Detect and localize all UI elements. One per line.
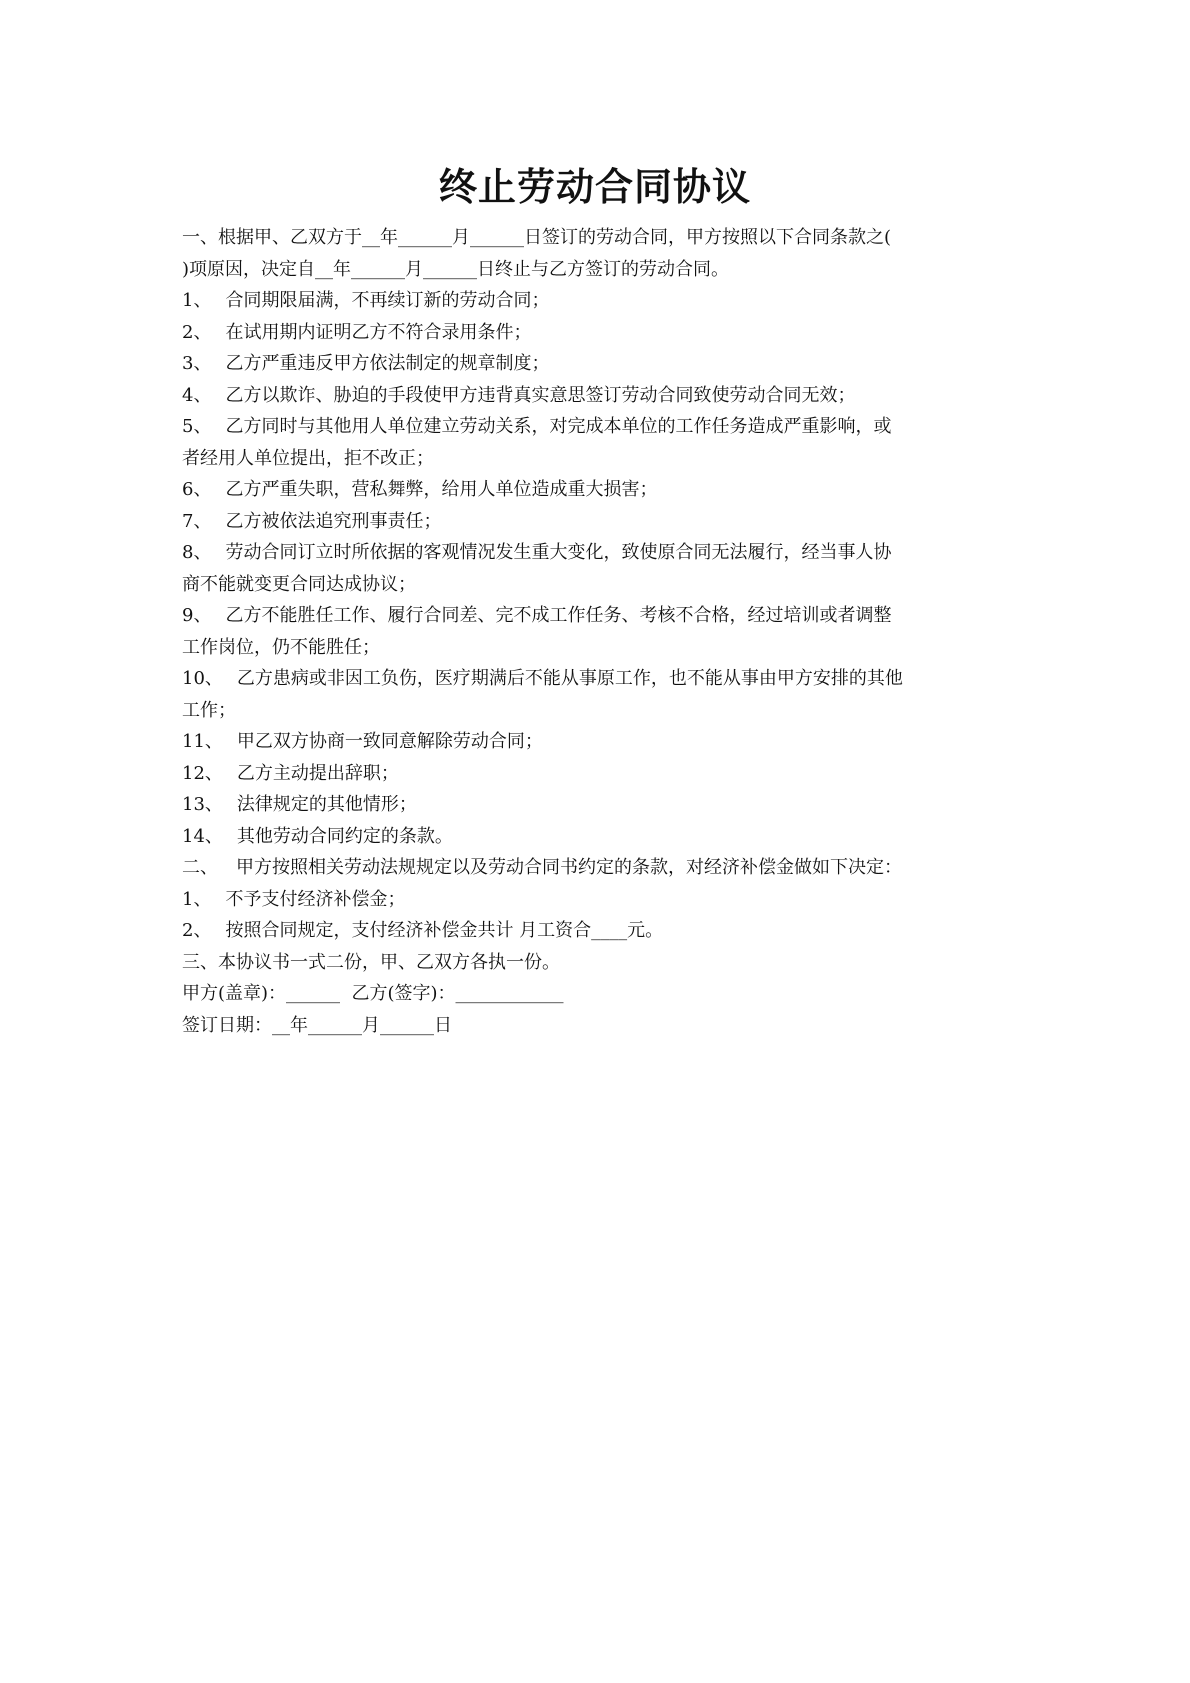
clause-number: 7、 [182, 510, 212, 532]
clause-text: 乙方患病或非因工负伤，医疗期满后不能从事原工作，也不能从事由甲方安排的其他 [236, 668, 903, 689]
clause-continuation: 者经用人单位提出，拒不改正； [182, 447, 434, 469]
clause-item [182, 821, 1018, 853]
compensation-number: 1、 [182, 888, 212, 910]
clause-text: 乙方严重违反甲方依法制定的规章制度； [225, 353, 550, 374]
clause-text: 法律规定的其他情形； [236, 794, 417, 815]
clause-text: 乙方主动提出辞职； [236, 762, 399, 784]
clause-number: 8、 [182, 542, 212, 563]
clause-text: 乙方同时与其他用人单位建立劳动关系，对完成本单位的工作任务造成严重影响，或 [225, 416, 892, 437]
clause-number: 12、 [182, 762, 223, 784]
clause-item [182, 758, 1018, 790]
clause-item [182, 506, 1018, 538]
clause-number: 2、 [182, 321, 212, 343]
clause-text: 乙方不能胜任工作、履行合同差、完不成工作任务、考核不合格，经过培训或者调整 [225, 605, 892, 626]
clause-text: 合同期限届满，不再续订新的劳动合同； [225, 290, 550, 311]
clause-item [182, 600, 1018, 632]
clause-continuation: 工作； [182, 699, 236, 721]
clause-number: 1、 [182, 290, 212, 311]
clause-number: 13、 [182, 794, 223, 815]
clause-item [182, 663, 1018, 695]
clause-number: 6、 [182, 479, 212, 500]
clause-item [182, 726, 1018, 758]
clause-number: 4、 [182, 384, 212, 406]
section-1-line-2: )项原因，决定自__年______月______日终止与乙方签订的劳动合同。 [182, 258, 730, 280]
clause-text: 其他劳动合同约定的条款。 [236, 825, 453, 847]
clause-number: 11、 [182, 731, 223, 752]
compensation-item [182, 884, 1018, 916]
clause-number: 5、 [182, 416, 212, 437]
clause-text: 乙方严重失职，营私舞弊，给用人单位造成重大损害； [225, 479, 658, 500]
compensation-text: 按照合同规定，支付经济补偿金共计 月工资合____元。 [225, 920, 664, 941]
clause-number: 14、 [182, 825, 223, 847]
signature-line: 甲方(盖章)：______ 乙方(签字)：____________ [182, 983, 564, 1004]
section-3-text: 三、本协议书一式二份，甲、乙双方各执一份。 [182, 951, 560, 973]
clause-number: 9、 [182, 605, 212, 626]
clause-item [182, 348, 1018, 380]
clause-continuation: 工作岗位，仍不能胜任； [182, 636, 380, 658]
clause-number: 3、 [182, 353, 212, 374]
compensation-text: 不予支付经济补偿金； [225, 888, 406, 910]
signing-date-line: 签订日期：__年______月______日 [182, 1014, 452, 1036]
clause-item [182, 537, 1018, 569]
clause-item [182, 317, 1018, 349]
clause-text: 甲乙双方协商一致同意解除劳动合同； [236, 731, 543, 752]
document-title: 终止劳动合同协议 [438, 164, 751, 209]
compensation-number: 2、 [182, 920, 212, 941]
clause-number: 10、 [182, 668, 223, 689]
clause-text: 乙方被依法追究刑事责任； [225, 510, 442, 532]
clause-continuation: 商不能就变更合同达成协议； [182, 573, 416, 595]
clause-item [182, 285, 1018, 317]
clause-text: 劳动合同订立时所依据的客观情况发生重大变化，致使原合同无法履行，经当事人协 [225, 542, 892, 563]
clause-item [182, 411, 1018, 443]
document-body [182, 222, 1018, 1041]
clause-text: 在试用期内证明乙方不符合录用条件； [225, 321, 532, 343]
section-text: 甲方按照相关劳动法规规定以及劳动合同书约定的条款，对经济补偿金做如下决定： [236, 857, 902, 878]
section-1-line-1: 一、根据甲、乙双方于__年______月______日签订的劳动合同，甲方按照以下合同条款之( [182, 227, 892, 248]
compensation-item [182, 915, 1018, 947]
clause-item [182, 789, 1018, 821]
section-number: 二、 [182, 857, 218, 878]
clause-item [182, 380, 1018, 412]
clause-text: 乙方以欺诈、胁迫的手段使甲方违背真实意思签订劳动合同致使劳动合同无效； [225, 384, 856, 406]
clause-item [182, 474, 1018, 506]
section-2-heading [182, 852, 1018, 884]
